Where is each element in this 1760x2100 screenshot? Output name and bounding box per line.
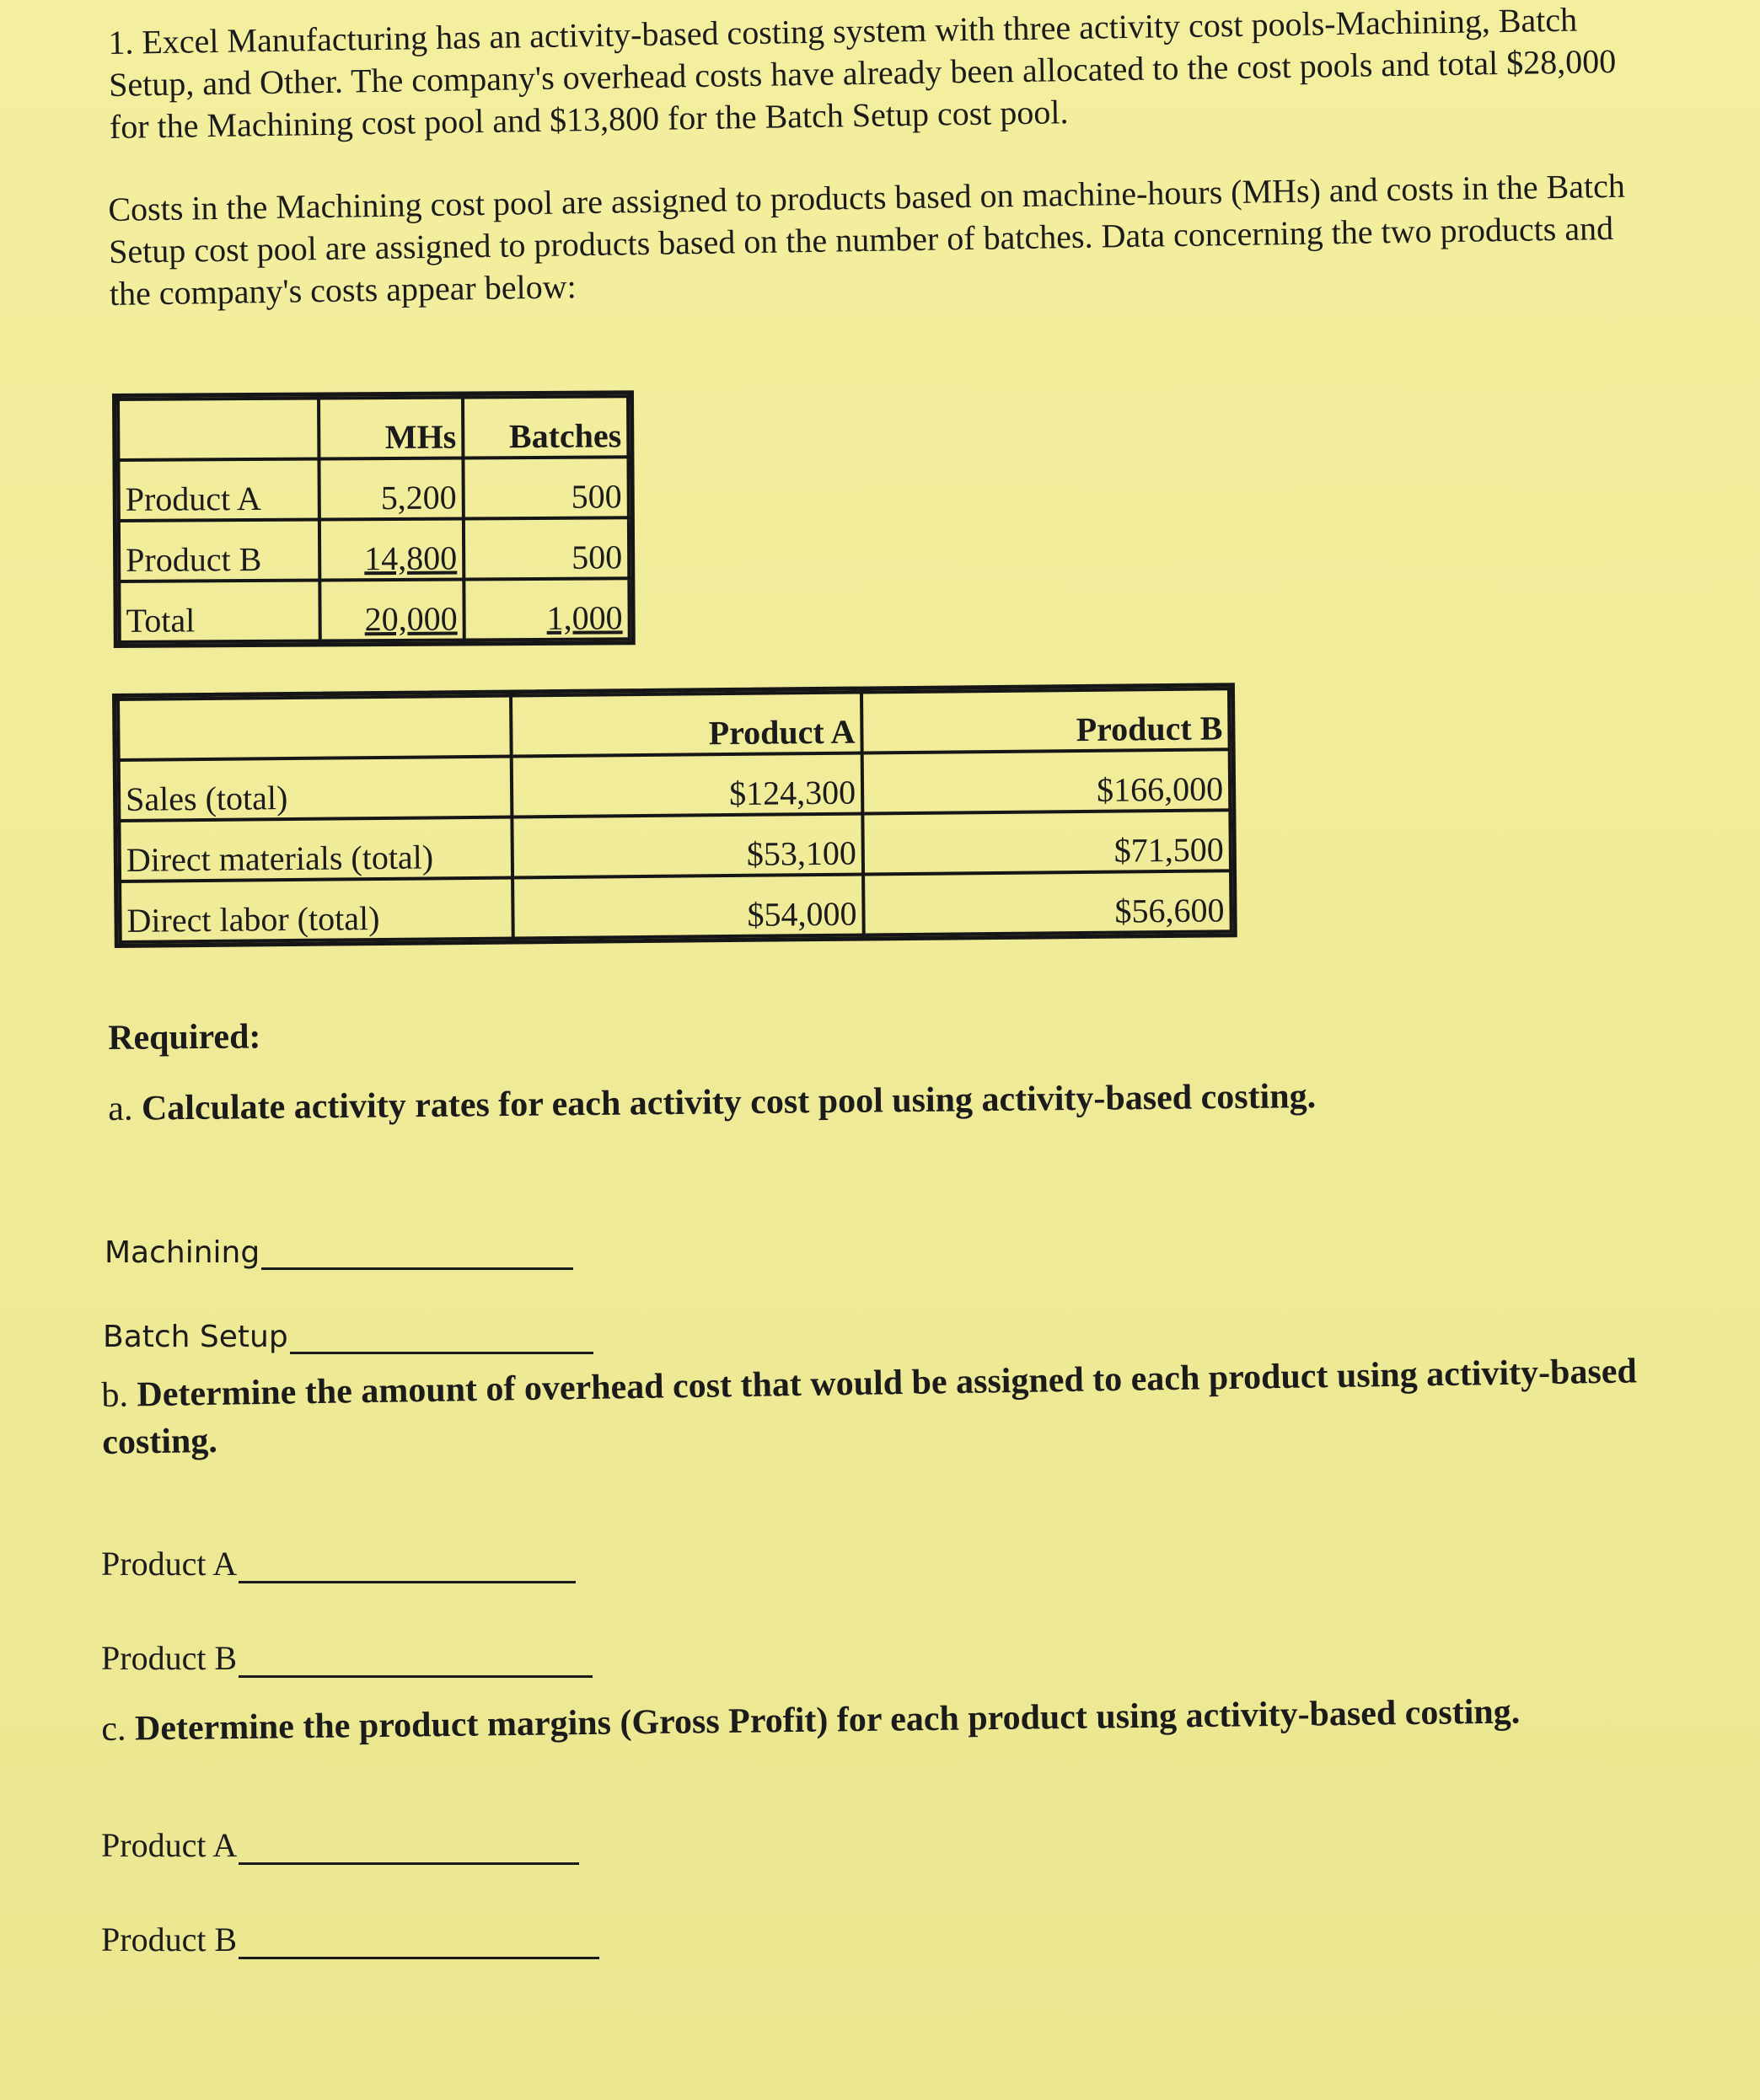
table-row [119,578,629,642]
product-b-value: $71,500 [862,810,1231,874]
answer-blank-batch-setup[interactable] [103,1320,593,1354]
row-label: Sales (total) [119,757,512,821]
answer-line[interactable] [239,1925,599,1959]
question-c-letter: c. [101,1709,126,1749]
row-label: Product A [118,459,319,521]
row-label: Direct materials (total) [119,817,512,881]
product-b-value: $166,000 [862,749,1231,813]
answer-line[interactable] [239,1643,593,1678]
answer-line[interactable] [239,1830,579,1865]
question-c [101,1686,1704,1753]
question-a-text: Calculate activity rates for each activity cost pool using activity-based costing. [141,1076,1317,1128]
batches-value: 500 [464,517,629,579]
answer-blank-machining[interactable] [105,1235,573,1270]
table-row [119,517,629,581]
problem-costs-description: Costs in the Machining cost pool are assigned to products based on machine-hours (MHs) and costs in the Batch Setup cost pool are assigned to products based on the number of batches. Data concerning the two products and the company's costs appear below: [108,166,1626,313]
mhs-value: 5,200 [319,458,463,519]
mhs-value: 14,800 [319,518,464,580]
table-row [119,810,1231,881]
batches-value: 500 [463,457,628,518]
answer-blank-overhead-product-a[interactable] [101,1544,576,1583]
answer-line[interactable] [239,1549,576,1583]
blank-label: Product A [101,1545,238,1583]
question-b [101,1347,1721,1466]
cost-table [116,687,1233,944]
blank-label: Machining [105,1235,260,1270]
table-row [118,457,628,521]
activity-table-header [118,396,628,460]
mhs-total: 20,000 [319,579,464,640]
blank-label: Product B [101,1639,238,1677]
product-a-value: $124,300 [512,753,863,817]
cost-header-product-b: Product B [861,688,1230,753]
blank-label: Product B [101,1921,238,1958]
product-a-value: $54,000 [512,875,864,939]
activity-header-batches: Batches [463,396,628,458]
question-b-letter: b. [101,1375,129,1415]
product-b-value: $56,600 [863,871,1231,935]
question-a [108,1071,1490,1133]
cost-header-blank [118,696,512,760]
table-row [120,871,1231,942]
required-heading: Required: [108,1017,261,1058]
answer-blank-margin-product-b[interactable] [101,1920,599,1959]
question-c-text: Determine the product margins (Gross Profit) for each product using activity-based costing. [134,1692,1521,1749]
question-a-letter: a. [108,1089,133,1128]
answer-blank-overhead-product-b[interactable] [101,1638,593,1678]
question-b-text: Determine the amount of overhead cost that would be assigned to each product using activity-based costing. [101,1352,1638,1462]
problem-intro: 1. Excel Manufacturing has an activity-based costing system with three activity cost pools-Machining, Batch Setup, and Other. The company's overhead costs have already been allocated to the cost pools and total $28,000 for the Machining cost pool and $13,800 for the Batch Setup cost pool. [108,0,1617,146]
product-a-value: $53,100 [512,814,863,878]
answer-blank-margin-product-a[interactable] [101,1825,579,1865]
cost-table-header [118,688,1230,760]
row-label: Direct labor (total) [120,877,513,941]
table-row [119,749,1231,821]
blank-label: Product A [101,1826,238,1864]
row-label: Product B [119,520,319,581]
activity-header-mhs: MHs [319,397,463,458]
activity-table [116,394,631,644]
activity-header-blank [118,399,319,460]
answer-line[interactable] [290,1320,593,1354]
answer-line[interactable] [261,1235,573,1270]
blank-label: Batch Setup [103,1320,288,1354]
row-label: Total [119,581,319,642]
cost-header-product-a: Product A [511,693,862,757]
batches-total: 1,000 [464,578,629,640]
